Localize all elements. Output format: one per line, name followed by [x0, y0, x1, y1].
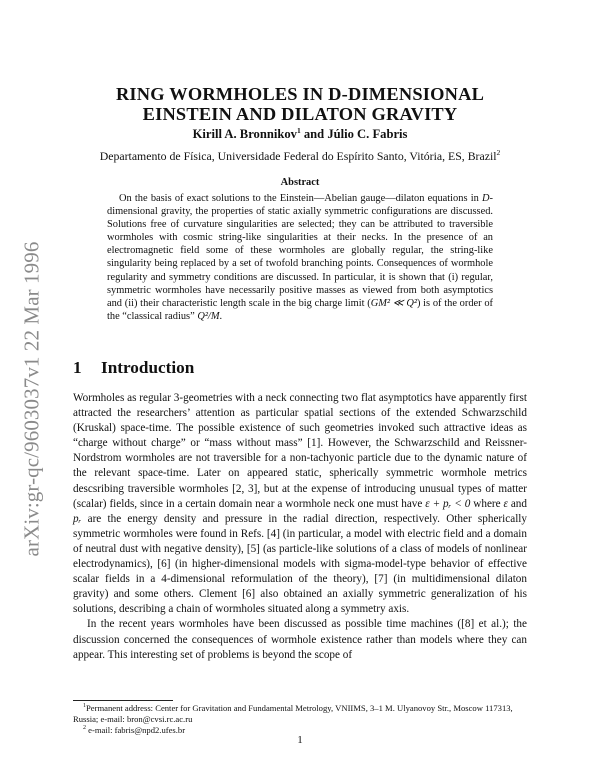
abstract-heading: Abstract: [280, 177, 320, 188]
section-number: 1: [73, 358, 82, 377]
footnote-divider: [73, 700, 173, 701]
author-list: [60, 127, 540, 142]
intro-text-1b: where: [470, 497, 504, 510]
footnote-1-mark: 1: [83, 703, 86, 709]
author-joiner: and: [300, 127, 328, 141]
paper-title: [60, 84, 540, 124]
abstract-text-2: -dimensional gravity, the properties of static axially symmetric configurations are discussed. Solutions free of curvature singularities are selected; they can be attributed to traversible wormholes with cosmic string-like singularities at their necks. In the presence of an electromagnetic field some of these wormholes are globally regular, the string-like singularity being replaced by a set of twofold branching points. Consequences of wormhole regularity and symmetry conditions are discussed. In particular, it is shown that (i) regular, symmetric wormholes have necessarily positive masses as viewed from both asymptotics and (ii) their characteristic length scale in the big charge limit (: [107, 193, 493, 309]
section-heading-introduction: [73, 358, 194, 378]
introduction-body: [73, 391, 530, 663]
intro-pressure-symbol: pᵣ: [73, 512, 82, 525]
abstract-formula-classical-radius: Q²/M: [197, 310, 220, 322]
abstract-text-1: On the basis of exact solutions to the Einstein—Abelian gauge—dilaton equations in: [119, 193, 483, 204]
title-line-1: RING WORMHOLES IN D-DIMENSIONAL: [115, 84, 485, 104]
intro-inequality: ε + pᵣ < 0: [425, 497, 471, 510]
affiliation: [60, 149, 540, 164]
author-1-footnote-mark: 1: [296, 126, 301, 135]
abstract-body: [107, 192, 493, 323]
intro-paragraph-2: In the recent years wormholes have been discussed as possible time machines ([8] et al.); the discussion concerned the consequences of wormhole existence rather than models where they can appear. This interesting set of problems is beyond the scope of: [73, 618, 527, 661]
intro-text-1d: are the energy density and pressure in the radial direction, respectively. Other spherically symmetric wormholes were found in Refs. [4] (in particular, a model with electric field and a domain of neutral dust with negative density), [5] (as particle-like solutions of a class of models of nonlinear electrodynamics), [6] (in higher-dimensional models with sigma-model-type behavior of effective scalar fields in a 4-dimensional reformulation of the theory), [7] (in multidimensional dilaton gravity) and some others. Clement [6] also obtained an axially symmetric generalization of his solutions, describing a chain of wormholes situated along a symmetry axis.: [73, 512, 527, 616]
arxiv-identifier: [19, 218, 45, 580]
intro-epsilon-symbol: ε: [503, 497, 508, 510]
affiliation-footnote-mark: 2: [496, 148, 501, 157]
footnote-2-text: e-mail: fabris@npd2.ufes.br: [86, 724, 186, 735]
footnotes: [73, 703, 527, 735]
footnote-2-mark: 2: [83, 724, 86, 731]
footnote-1: [73, 703, 527, 725]
abstract-text-4: .: [219, 310, 223, 322]
page-number: 1: [297, 734, 303, 746]
abstract-dimension-symbol: D: [482, 193, 490, 204]
intro-text-1c: and: [507, 497, 530, 510]
author-1: Kirill A. Bronnikov: [192, 127, 297, 141]
footnote-1-text: Permanent address: Center for Gravitation and Fundamental Metrology, VNIIMS, 3–1 M. Ulyanovoy Str., Moscow 117313, Russia; e-mail: bron@cvsi.rc.ac.ru: [73, 703, 513, 724]
intro-text-1a: Wormholes as regular 3-geometries with a neck connecting two flat asymptotics have apparently first attracted the researchers’ attention as particular spatial sections of the extended Schwarzschild (Kruskal) space-time. The possible existence of such geometries invoked such attractive ideas as “charge without charge” or “mass without mass” [1]. However, the Schwarzschild and Reissner-Nordstrom wormholes are not traversible for a non-tachyonic particle due to the dynamic nature of the relevant space-time. Later on appeared static, spherically symmetric wormhole metrics descsribing traversible wormholes [2, 3], but at the expense of introducing unusual types of matter (scalar) fields, since in a certain domain near a wormhole neck one must have: [73, 392, 527, 510]
title-line-2: EINSTEIN AND DILATON GRAVITY: [142, 104, 458, 124]
arxiv-identifier-text: arXiv:gr-qc/9603037v1 22 Mar 1996: [19, 241, 44, 557]
affiliation-text: Departamento de Física, Universidade Federal do Espírito Santo, Vitória, ES, Brazil: [99, 149, 497, 163]
section-title: Introduction: [101, 358, 195, 377]
author-2: Júlio C. Fabris: [327, 127, 408, 141]
abstract-text-3: ) is of the order of the “classical radius”: [107, 297, 493, 322]
abstract-formula-charge-limit: GM² ≪ Q²: [370, 297, 417, 309]
intro-paragraph-1: [73, 391, 530, 617]
